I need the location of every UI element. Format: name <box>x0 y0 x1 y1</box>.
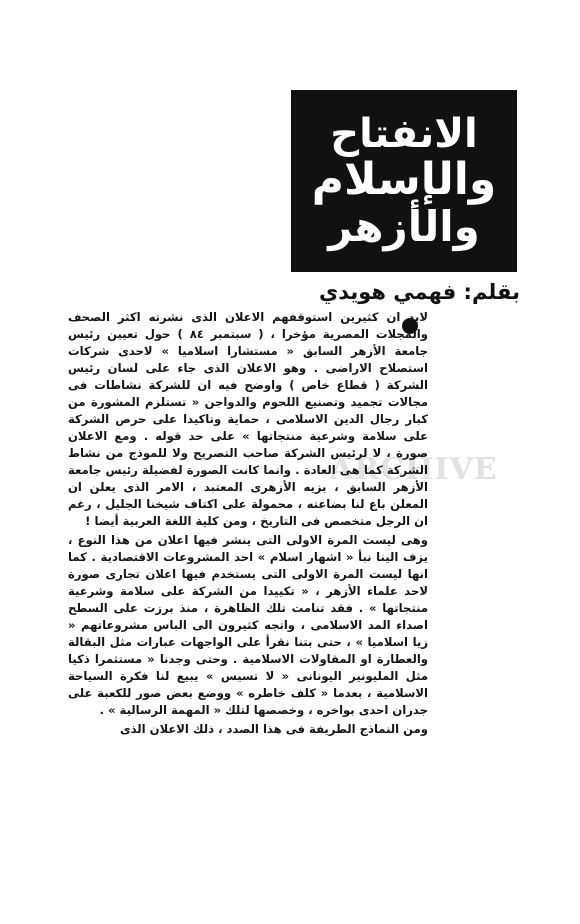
headline-line-1: الانفتاح <box>330 111 478 157</box>
headline-block <box>291 90 517 272</box>
article-paragraph: ومن النماذج الطريفة فى هذا الصدد ، ذلك الاعلان الذى <box>119 722 428 736</box>
article-paragraph: لابد ان كثيرين استوقفهم الاعلان الذى نشرته اكثر الصحف والمجلات المصرية مؤخرا ، ( سبتمبر ٨٤ ) حول تعيين رئيس جامعة الأزهر السابق « مستشارا اسلاميا » لاحدى شركات استصلاح الاراضى . وهو الاعلان الذى جاء على لسان رئيس الشركة ( قطاع خاص ) واوضح فيه ان للشركة نشاطات فى مجالات تجميد وتصنيع اللحوم والدواجن « تستلزم المشورة من كبار رجال الدين الاسلامى ، حماية وتاكيدا على حرص الشركة على سلامة وشرعية منتجاتها » على حد قوله . ومع الاعلان صورة ، لا لرئيس الشركة صاحب التصريح ولا للموذج من نشاط الشركة كما هى العادة . وانما كانت الصورة لفضيلة رئيس جامعة الأزهر السابق ، بزيه الأزهرى المعتبد ، الامر الذى يعلن ان المعلن باع لنا بضاعته ، محمولة على اكتاف شيخنا الجليل ، رغم ان الرجل متخصص فى التاريخ ، ومن كلية اللغة العربية أيضا ! <box>68 310 428 528</box>
article-body <box>68 309 498 738</box>
headline-line-2: والإسلام <box>311 154 497 205</box>
article-paragraph: وهى ليست المرة الاولى التى ينشر فيها اعلان من هذا النوع ، يزف الينا نبأ « اشهار اسلام » احد المشروعات الاقتصادية . كما انها ليست المرة الاولى التى يستخدم فيها اعلان تجارى صورة لاحد علماء الأزهر ، « تكييدا من الشركة على سلامة وشرعية منتجاتها » . فقد تنامت تلك الظاهرة ، منذ برزت على السطح اصداء المد الاسلامى ، واتجه كثيرون الى الباس مشروعاتهم « زيا اسلاميا » ، حتى بتنا نقرأ على الواجهات عبارات مثل البقالة والعطارة او المقاولات الاسلامية . وحتى وجدنا « مستثمرا ذكيا مثل المليونير اليونانى « لا تسيس » يبيع لنا فكرة السياحة الاسلامية ، بعدما « كلف خاطره » ووضع بعض صور للكعبة على جدران احدى بواخره ، وخصصها لتلك « المهمة الرسالية » . <box>68 533 428 717</box>
archive-watermark: ARCHIVE <box>330 452 498 487</box>
headline-line-3: والأزهر <box>328 202 480 251</box>
byline: بقلم: فهمي هويدي <box>319 280 520 304</box>
